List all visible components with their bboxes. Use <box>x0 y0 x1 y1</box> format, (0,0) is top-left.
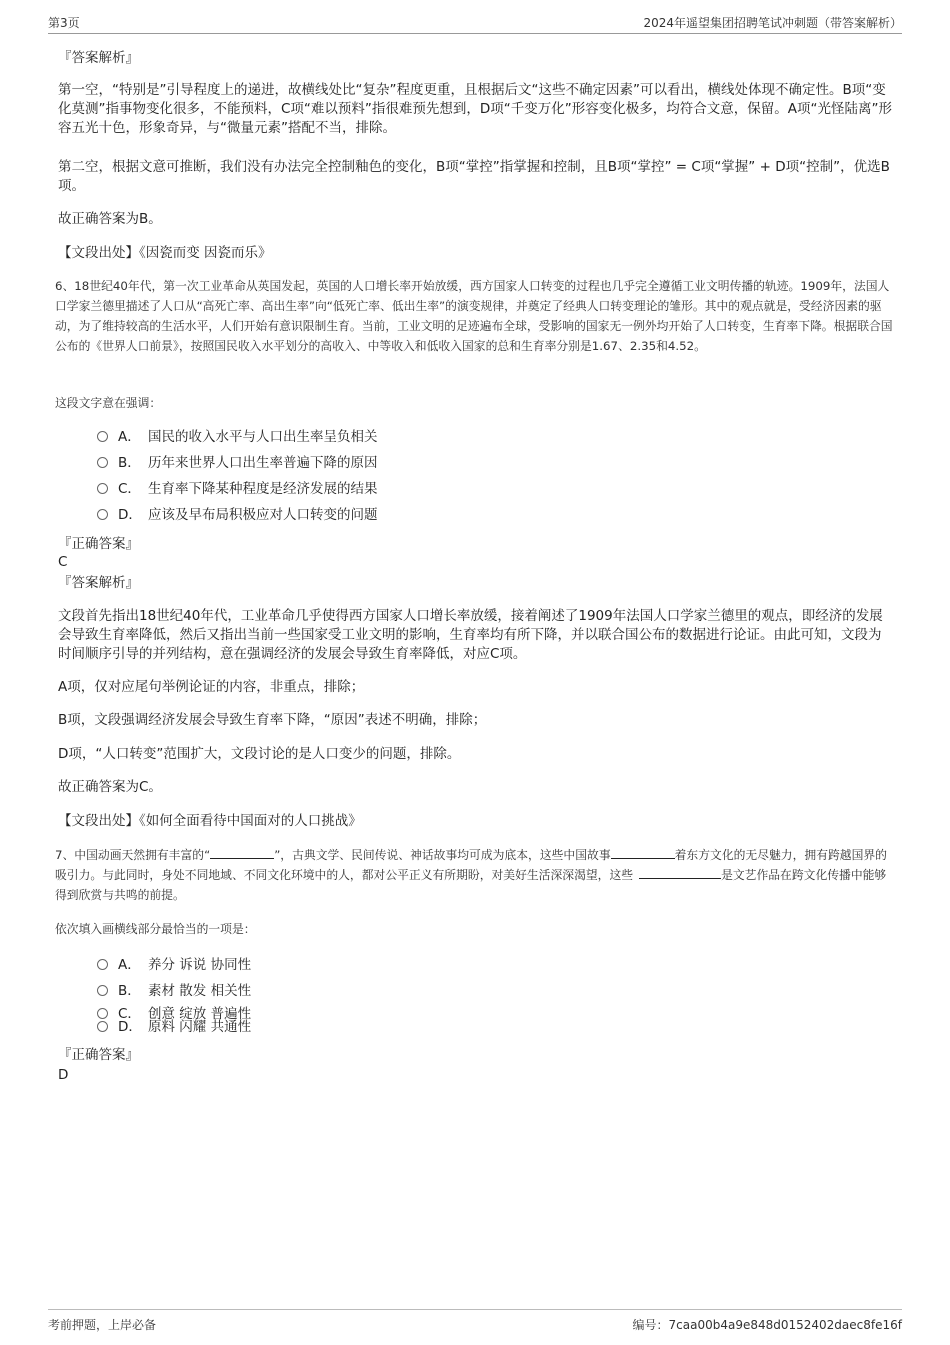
option-key: B． <box>118 455 141 471</box>
answer-label: 『正确答案』 <box>58 1047 139 1063</box>
footer-slogan: 考前押题，上岸必备 <box>48 1318 157 1332</box>
question-prompt: 依次填入画横线部分最恰当的一项是： <box>55 922 256 936</box>
option-text: 应该及早布局积极应对人口转变的问题 <box>148 507 378 523</box>
radio-icon[interactable] <box>97 509 108 520</box>
stem-segment: 着东方文化的无尽魅力，拥有跨越国界的吸引力。与此同时，身处不同地域、不同文化环境中的人，都对公平正义有所期盼，对美好生活深深渴望，这些 <box>55 848 887 882</box>
radio-icon[interactable] <box>97 985 108 996</box>
stem-segment: 是文艺作品在跨文化传播中能够得到欣赏与共鸣的前提。 <box>55 868 887 902</box>
analysis-paragraph: 第二空，根据文意可推断，我们没有办法完全控制釉色的变化，B项“掌控”指掌握和控制，且B项“掌控” = C项“掌握” + D项“控制”，优选B项。 <box>58 159 890 194</box>
document-title: 2024年遥望集团招聘笔试冲刺题（带答案解析） <box>643 16 902 30</box>
option-key: C． <box>118 481 141 497</box>
option-c[interactable] <box>97 480 378 498</box>
answer-value: C <box>58 554 68 570</box>
analysis-label: 『答案解析』 <box>58 575 139 591</box>
source-text: 【文段出处】《如何全面看待中国面对的人口挑战》 <box>58 813 362 829</box>
header-divider <box>48 33 902 34</box>
option-d[interactable] <box>97 506 378 524</box>
question-stem <box>55 845 895 905</box>
conclusion-text: 故正确答案为C。 <box>58 779 162 795</box>
analysis-label: 『答案解析』 <box>58 50 139 66</box>
option-key: D． <box>118 507 142 523</box>
fill-blank <box>639 866 721 879</box>
option-text: 原料 闪耀 共通性 <box>148 1019 252 1035</box>
radio-icon[interactable] <box>97 1008 108 1019</box>
option-key: C． <box>118 1006 141 1022</box>
question-prompt: 这段文字意在强调： <box>55 396 162 410</box>
radio-icon[interactable] <box>97 431 108 442</box>
conclusion-text: 故正确答案为B。 <box>58 211 162 227</box>
page-number: 第3页 <box>48 16 80 30</box>
option-a[interactable] <box>97 428 378 446</box>
analysis-note-a: A项，仅对应尾句举例论证的内容，非重点，排除； <box>58 679 365 695</box>
answer-value: D <box>58 1067 69 1083</box>
radio-icon[interactable] <box>97 457 108 468</box>
question-stem: 6、18世纪40年代，第一次工业革命从英国发起，英国的人口增长率开始放缓，西方国家人口转变的过程也几乎完全遵循工业文明传播的轨迹。1909年，法国人口学家兰德里描述了人口从“高死亡率、高出生率”向“低死亡率、低出生率”的演变规律，并奠定了经典人口转变理论的雏形。其中的观点就是，受经济因素的驱动，为了维持较高的生活水平，人们开始有意识限制生育。当前，工业文明的足迹遍布全球，受影响的国家无一例外均开始了人口转变，生育率下降。根据联合国公布的《世界人口前景》，按照国民收入水平划分的高收入、中等收入和低收入国家的总和生育率分别是1.67、2.35和4.52。 <box>55 279 893 353</box>
analysis-paragraph: 第一空，“特别是”引导程度上的递进，故横线处比“复杂”程度更重，且根据后文“这些不确定因素”可以看出，横线处体现不确定性。B项“变化莫测”指事物变化很多，不能预料，C项“难以预料”指很难预先想到，D项“千变万化”形容变化极多，均符合文意，保留。A项“光怪陆离”形容五光十色，形象奇异，与“微量元素”搭配不当，排除。 <box>58 82 893 136</box>
radio-icon[interactable] <box>97 1021 108 1032</box>
option-text: 历年来世界人口出生率普遍下降的原因 <box>148 455 378 471</box>
fill-blank <box>210 846 274 859</box>
answer-label: 『正确答案』 <box>58 536 139 552</box>
option-key: B． <box>118 983 141 999</box>
source-text: 【文段出处】《因瓷而变 因瓷而乐》 <box>58 245 272 261</box>
option-b[interactable] <box>97 454 378 472</box>
stem-segment: ”，古典文学、民间传说、神话故事均可成为底本，这些中国故事 <box>274 848 611 862</box>
radio-icon[interactable] <box>97 483 108 494</box>
option-text: 国民的收入水平与人口出生率呈负相关 <box>148 429 378 445</box>
option-text: 生育率下降某种程度是经济发展的结果 <box>148 481 378 497</box>
option-text: 素材 散发 相关性 <box>148 983 252 999</box>
option-key: A． <box>118 429 141 445</box>
stem-segment: 7、中国动画天然拥有丰富的“ <box>55 848 211 862</box>
option-text: 养分 诉说 协同性 <box>148 957 252 973</box>
document-id: 编号：7caa00b4a9e848d0152402daec8fe16f <box>632 1318 902 1332</box>
fill-blank <box>611 846 675 859</box>
option-d[interactable] <box>97 1018 251 1036</box>
analysis-paragraph: 文段首先指出18世纪40年代，工业革命几乎使得西方国家人口增长率放缓，接着阐述了1909年法国人口学家兰德里的观点，即经济的发展会导致生育率降低，然后又指出当前一些国家受工业文明的影响，生育率均有所下降，并以联合国公布的数据进行论证。由此可知，文段为时间顺序引导的并列结构，意在强调经济的发展会导致生育率降低，对应C项。 <box>58 608 883 662</box>
option-a[interactable] <box>97 956 251 974</box>
analysis-note-b: B项，文段强调经济发展会导致生育率下降，“原因”表述不明确，排除； <box>58 712 487 728</box>
option-key: A． <box>118 957 141 973</box>
radio-icon[interactable] <box>97 959 108 970</box>
option-key: D． <box>118 1019 142 1035</box>
option-text: 创意 绽放 普遍性 <box>148 1006 252 1022</box>
option-b[interactable] <box>97 982 251 1000</box>
analysis-note-d: D项，“人口转变”范围扩大，文段讨论的是人口变少的问题，排除。 <box>58 746 461 762</box>
footer-divider <box>48 1309 902 1310</box>
